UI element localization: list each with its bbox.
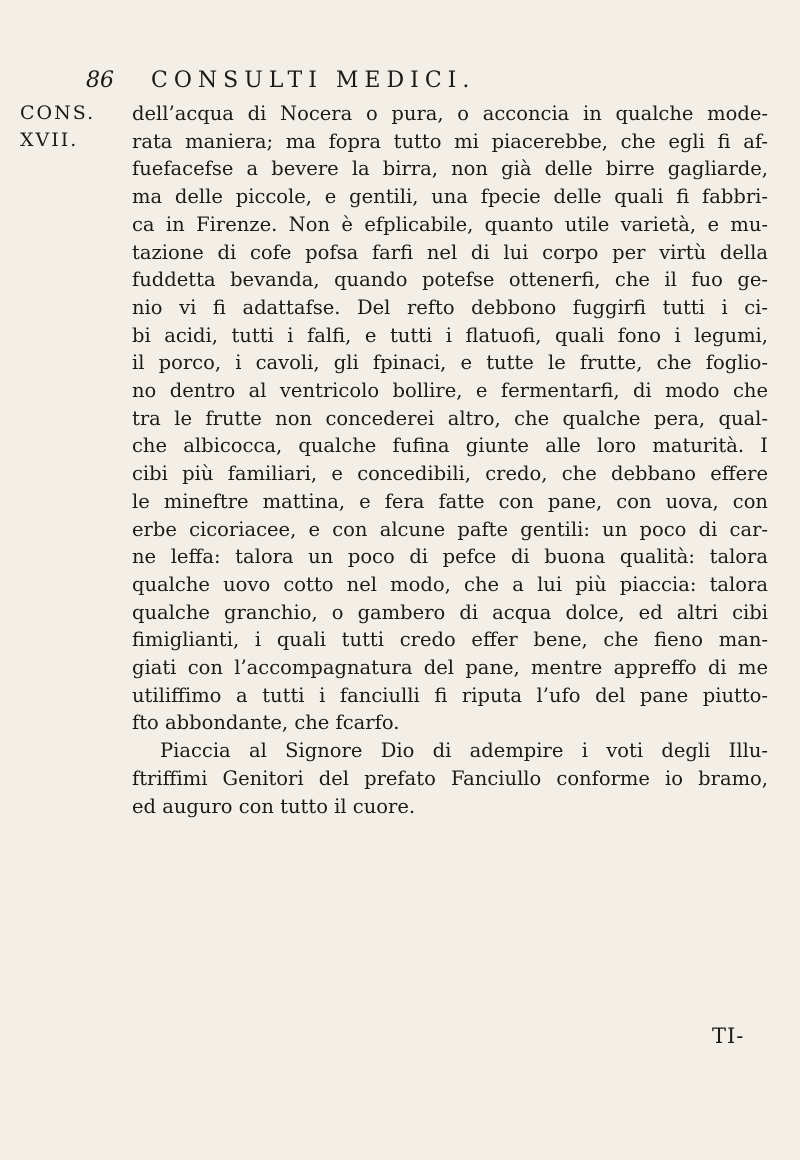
margin-note-line: XVII. [20, 129, 79, 151]
text-line: utiliffimo a tutti i fanciulli fi riputa l’ufo del pane piutto- [132, 683, 768, 707]
text-line: qualche granchio, o gambero di acqua dolce, ed altri cibi [132, 600, 768, 624]
text-line: fuefacefse a bevere la birra, non già delle birre gagliarde, [132, 157, 768, 181]
text-line: no dentro al ventricolo bollire, e fermentarfi, di modo che [132, 379, 768, 403]
text-line: le mineftre mattina, e fera fatte con pane, con uova, con [132, 489, 768, 513]
text-line: tra le frutte non concederei altro, che qualche pera, qual- [132, 406, 768, 430]
text-line: cibi più familiari, e concedibili, credo, che debbano effere [132, 462, 768, 486]
text-line: ca in Firenze. Non è efplicabile, quanto utile varietà, e mu- [132, 212, 768, 236]
text-line: fuddetta bevanda, quando potefse ottenerfi, che il fuo ge- [132, 268, 768, 292]
text-line: fto abbondante, che fcarfo. [132, 711, 400, 735]
text-line: dell’acqua di Nocera o pura, o acconcia in qualche mode- [132, 102, 768, 125]
body-text [132, 100, 768, 820]
text-line: fimiglianti, i quali tutti credo effer bene, che fieno man- [132, 628, 768, 652]
text-line: ed auguro con tutto il cuore. [132, 794, 416, 818]
text-line: ne leffa: talora un poco di pefce di buona qualità: talora [132, 545, 768, 569]
text-line: ftriffimi Genitori del prefato Fanciullo conforme io bramo, [132, 766, 768, 790]
text-line: Piaccia al Signore Dio di adempire i voti degli Illu- [160, 739, 768, 763]
text-line: giati con l’accompagnatura del pane, mentre appreffo di me [132, 656, 768, 680]
margin-note-line: CONS. [20, 102, 96, 124]
text-line: che albicocca, qualche fufina giunte alle loro maturità. I [132, 434, 768, 458]
text-line: erbe cicoriacee, e con alcune pafte gentili: un poco di car- [132, 517, 768, 541]
text-line: nio vi fi adattafse. Del refto debbono fuggirfi tutti i ci- [132, 295, 768, 319]
page-number: 86 [86, 68, 114, 93]
margin-note [20, 100, 95, 154]
catchword: TI- [712, 1024, 745, 1048]
text-line: ma delle piccole, e gentili, una fpecie delle quali fi fabbri- [132, 185, 768, 209]
running-head [86, 68, 475, 93]
text-line: il porco, i cavoli, gli fpinaci, e tutte le frutte, che foglio- [132, 351, 768, 375]
text-line: qualche uovo cotto nel modo, che a lui più piaccia: talora [132, 572, 768, 596]
running-title: CONSULTI MEDICI. [151, 68, 476, 93]
text-line: tazione di cofe pofsa farfi nel di lui corpo per virtù della [132, 240, 768, 264]
text-line: bi acidi, tutti i falfi, e tutti i flatuofi, quali fono i legumi, [132, 323, 768, 347]
text-line: rata maniera; ma fopra tutto mi piacerebbe, che egli fi af- [132, 129, 768, 153]
